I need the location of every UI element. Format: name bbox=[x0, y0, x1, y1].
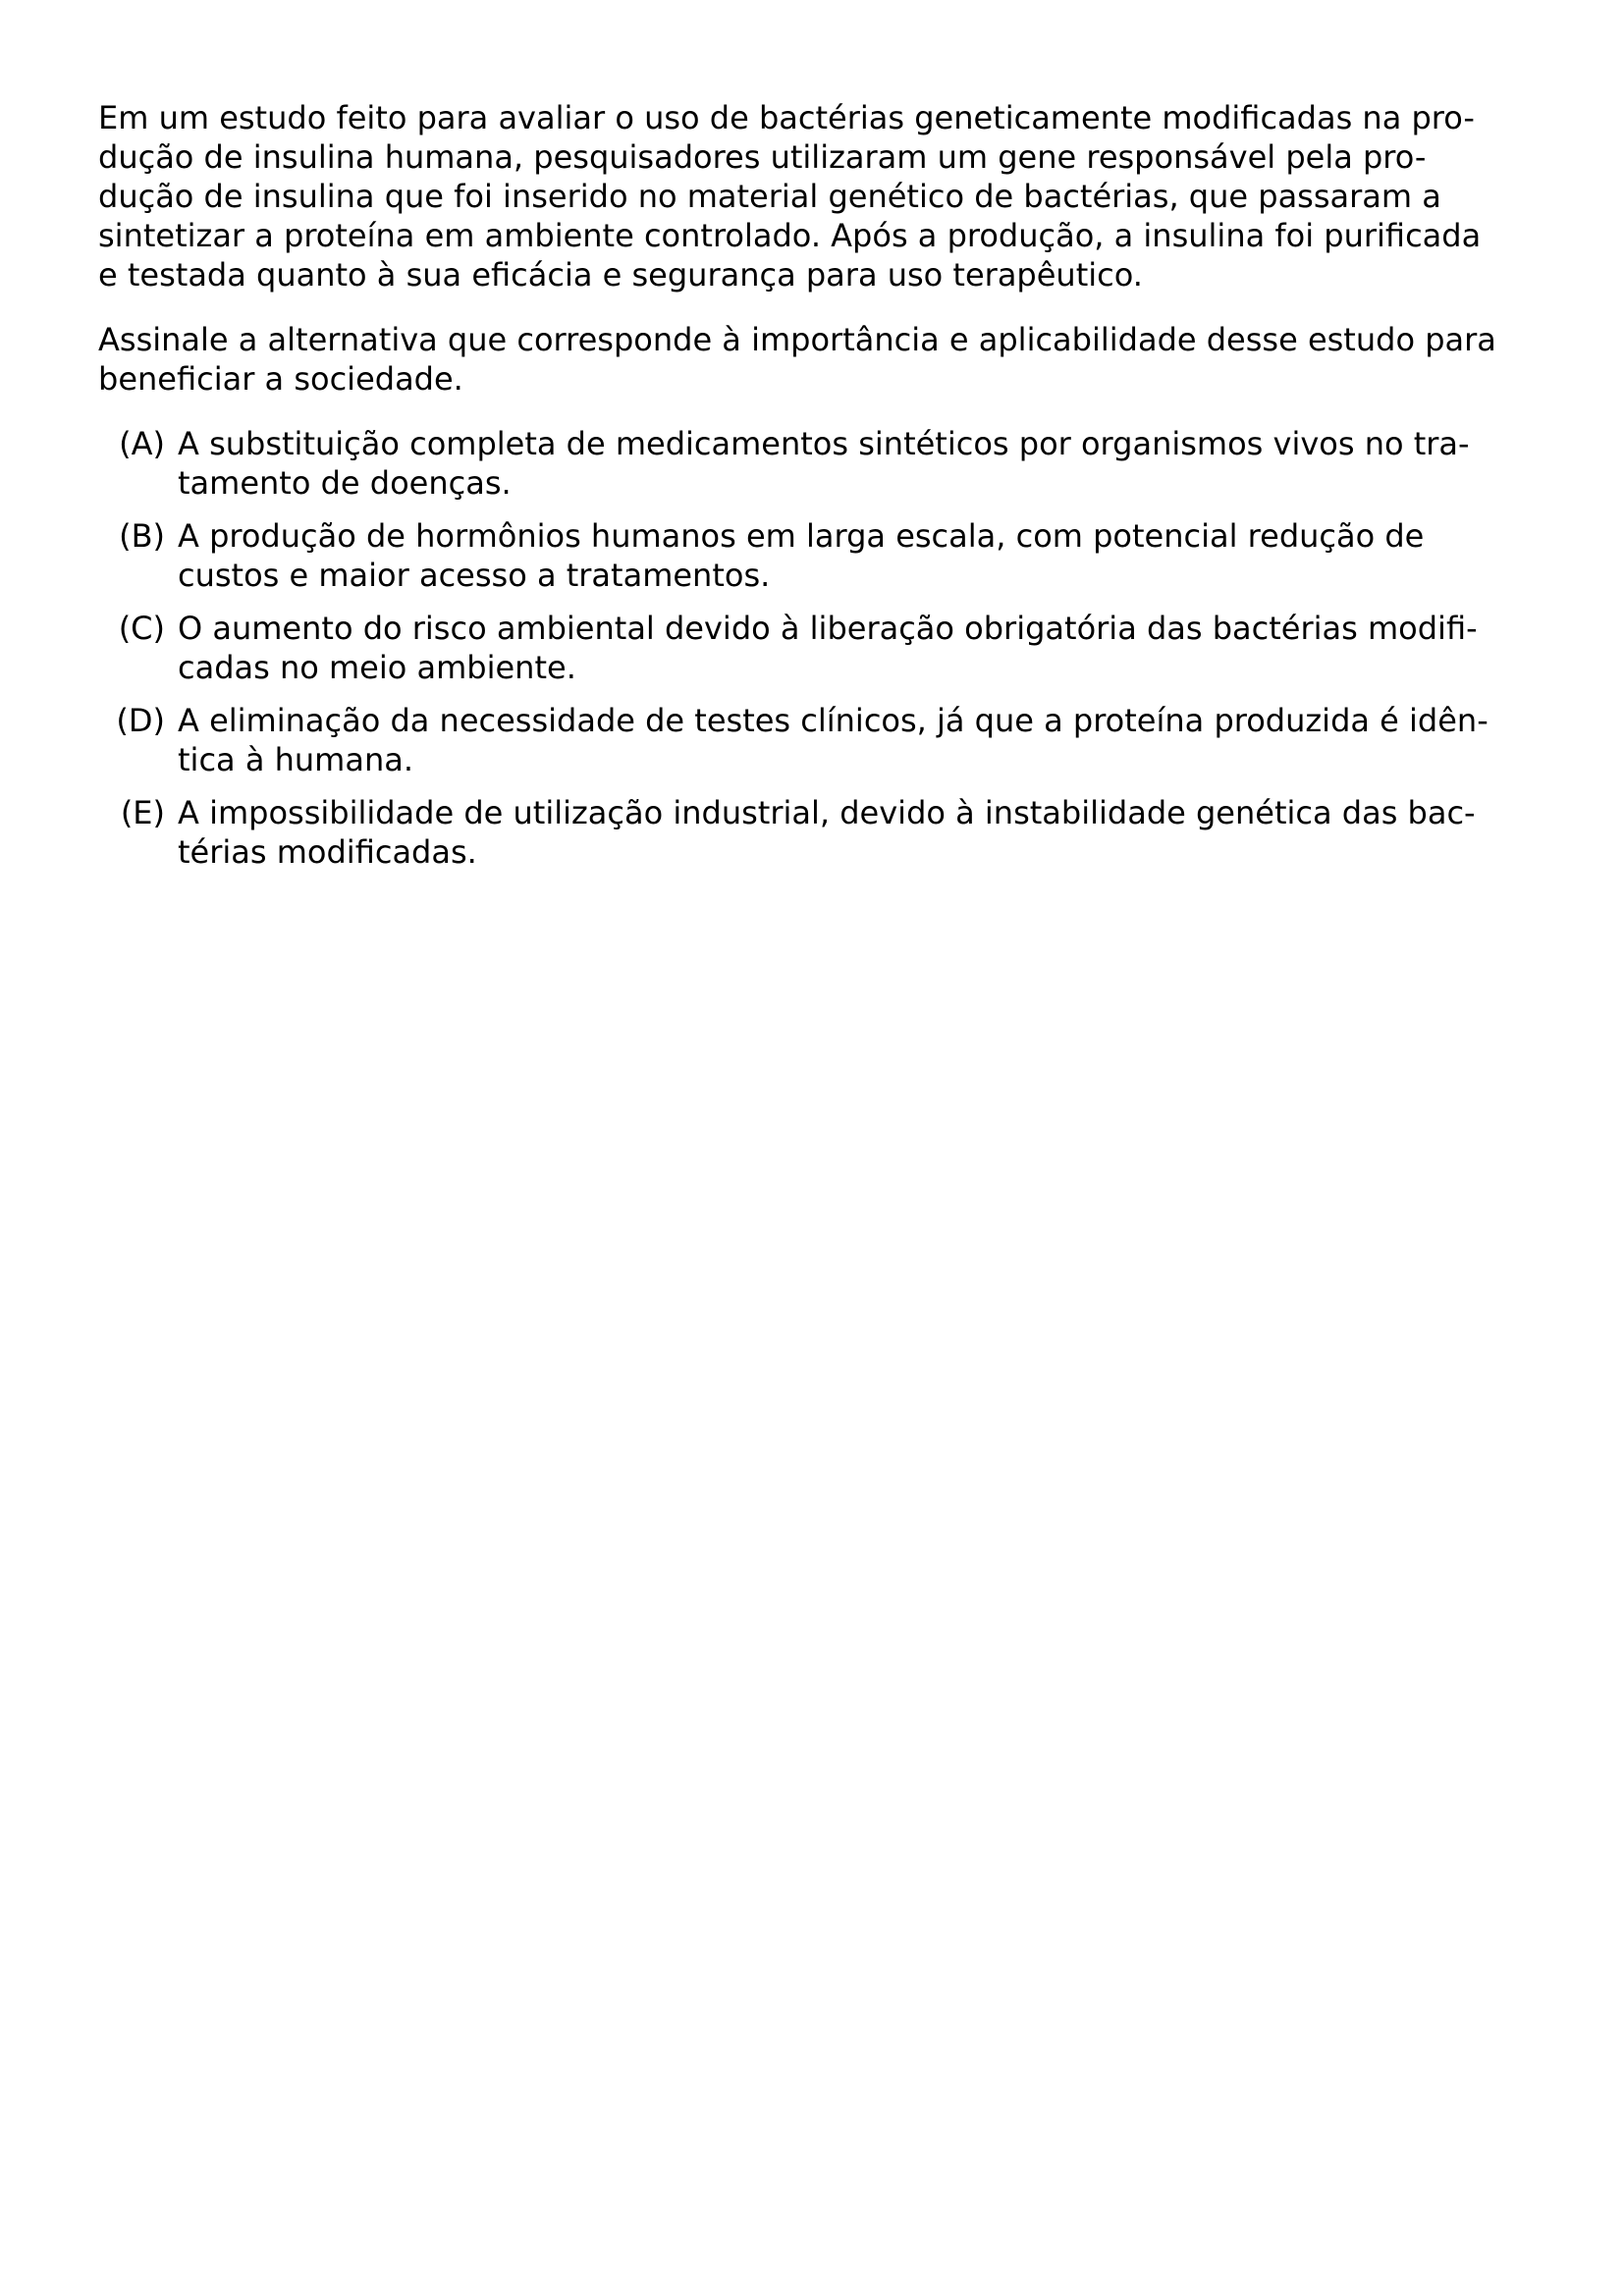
option-line: O aumento do risco ambiental devido à liberação obrigatória das bactérias modifi- bbox=[178, 610, 1478, 647]
option-line: A eliminação da necessidade de testes clínicos, já que a proteína produzida é idên- bbox=[178, 702, 1489, 739]
option-line: A impossibilidade de utilização industrial, devido à instabilidade genética das bac- bbox=[178, 794, 1476, 831]
option-text bbox=[178, 701, 1532, 779]
option-line: tica à humana. bbox=[178, 741, 413, 778]
option-e bbox=[98, 793, 1532, 872]
option-letter: (D) bbox=[116, 702, 165, 739]
stem-line: Em um estudo feito para avaliar o uso de bactérias geneticamente modificadas na pro- bbox=[98, 99, 1475, 136]
option-text bbox=[178, 424, 1532, 503]
option-line: custos e maior acesso a tratamentos. bbox=[178, 557, 771, 594]
option-line: térias modificadas. bbox=[178, 833, 477, 871]
option-text bbox=[178, 793, 1532, 872]
stem-line: e testada quanto à sua eficácia e segurança para uso terapêutico. bbox=[98, 256, 1143, 294]
option-a bbox=[98, 424, 1532, 503]
option-line: A substituição completa de medicamentos sintéticos por organismos vivos no tra- bbox=[178, 425, 1470, 462]
prompt-line: beneficiar a sociedade. bbox=[98, 360, 463, 398]
answer-options bbox=[98, 424, 1532, 872]
stem-line: dução de insulina humana, pesquisadores utilizaram um gene responsável pela pro- bbox=[98, 138, 1427, 176]
stem-line: dução de insulina que foi inserido no material genético de bactérias, que passaram a bbox=[98, 178, 1441, 215]
option-c bbox=[98, 609, 1532, 687]
question-page bbox=[98, 98, 1532, 885]
option-letter: (E) bbox=[120, 794, 165, 831]
prompt-line: Assinale a alternativa que corresponde à importância e aplicabilidade desse estudo para bbox=[98, 321, 1496, 358]
option-letter: (B) bbox=[119, 517, 165, 555]
stem-line: sintetizar a proteína em ambiente controlado. Após a produção, a insulina foi purificada bbox=[98, 217, 1482, 254]
option-b bbox=[98, 516, 1532, 595]
option-text bbox=[178, 609, 1532, 687]
option-text bbox=[178, 516, 1532, 595]
option-d bbox=[98, 701, 1532, 779]
option-letter: (A) bbox=[119, 425, 165, 462]
question-prompt bbox=[98, 320, 1532, 399]
option-line: cadas no meio ambiente. bbox=[178, 649, 576, 686]
option-line: A produção de hormônios humanos em larga escala, com potencial redução de bbox=[178, 517, 1425, 555]
option-line: tamento de doenças. bbox=[178, 464, 512, 502]
option-letter: (C) bbox=[118, 610, 165, 647]
question-stem bbox=[98, 98, 1532, 294]
